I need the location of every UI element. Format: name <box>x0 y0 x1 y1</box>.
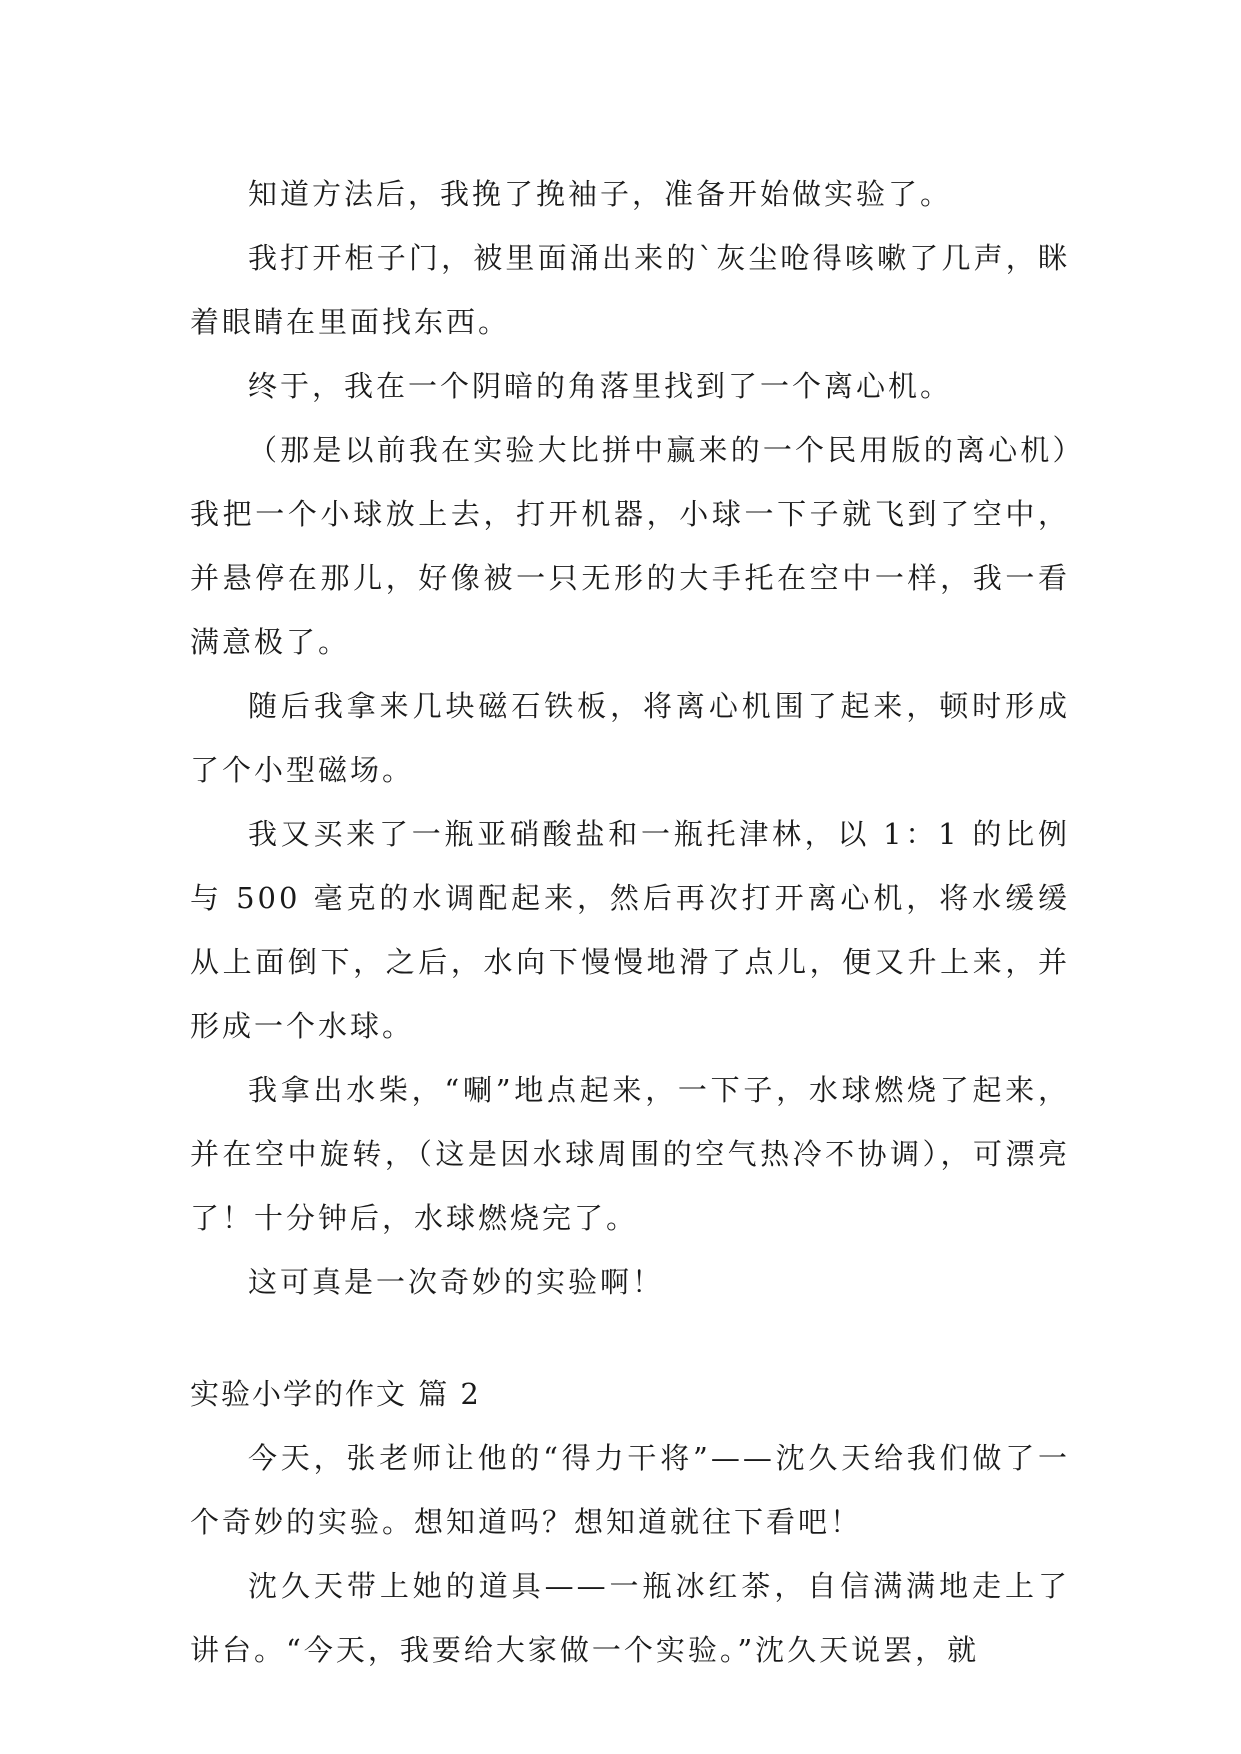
paragraph: 我又买来了一瓶亚硝酸盐和一瓶托津林，以 1：1 的比例与 500 毫克的水调配起来，然后再次打开离心机，将水缓缓从上面倒下，之后，水向下慢慢地滑了点儿，便又升上来，并形成一个水球。 <box>190 817 1070 1043</box>
paragraph: （那是以前我在实验大比拼中赢来的一个民用版的离心机）我把一个小球放上去，打开机器，小球一下子就飞到了空中，并悬停在那儿，好像被一只无形的大手托在空中一样，我一看满意极了。 <box>190 433 1070 659</box>
section-heading: 实验小学的作文 篇 2 <box>190 1377 481 1411</box>
paragraph: 今天，张老师让他的“得力干将”——沈久天给我们做了一个奇妙的实验。想知道吗？想知道就往下看吧！ <box>190 1441 1070 1539</box>
document-body <box>190 162 1070 1682</box>
paragraph: 知道方法后，我挽了挽袖子，准备开始做实验了。 <box>248 177 953 211</box>
paragraph: 终于，我在一个阴暗的角落里找到了一个离心机。 <box>248 369 953 403</box>
paragraph: 我打开柜子门，被里面涌出来的`灰尘呛得咳嗽了几声，眯着眼睛在里面找东西。 <box>190 241 1070 339</box>
paragraph: 随后我拿来几块磁石铁板，将离心机围了起来，顿时形成了个小型磁场。 <box>190 689 1070 787</box>
paragraph: 这可真是一次奇妙的实验啊！ <box>248 1265 665 1299</box>
paragraph: 我拿出水柴，“唰”地点起来，一下子，水球燃烧了起来，并在空中旋转，（这是因水球周围的空气热冷不协调），可漂亮了！十分钟后，水球燃烧完了。 <box>190 1073 1070 1235</box>
paragraph: 沈久天带上她的道具——一瓶冰红茶，自信满满地走上了讲台。“今天，我要给大家做一个实验。”沈久天说罢，就 <box>190 1569 1070 1667</box>
